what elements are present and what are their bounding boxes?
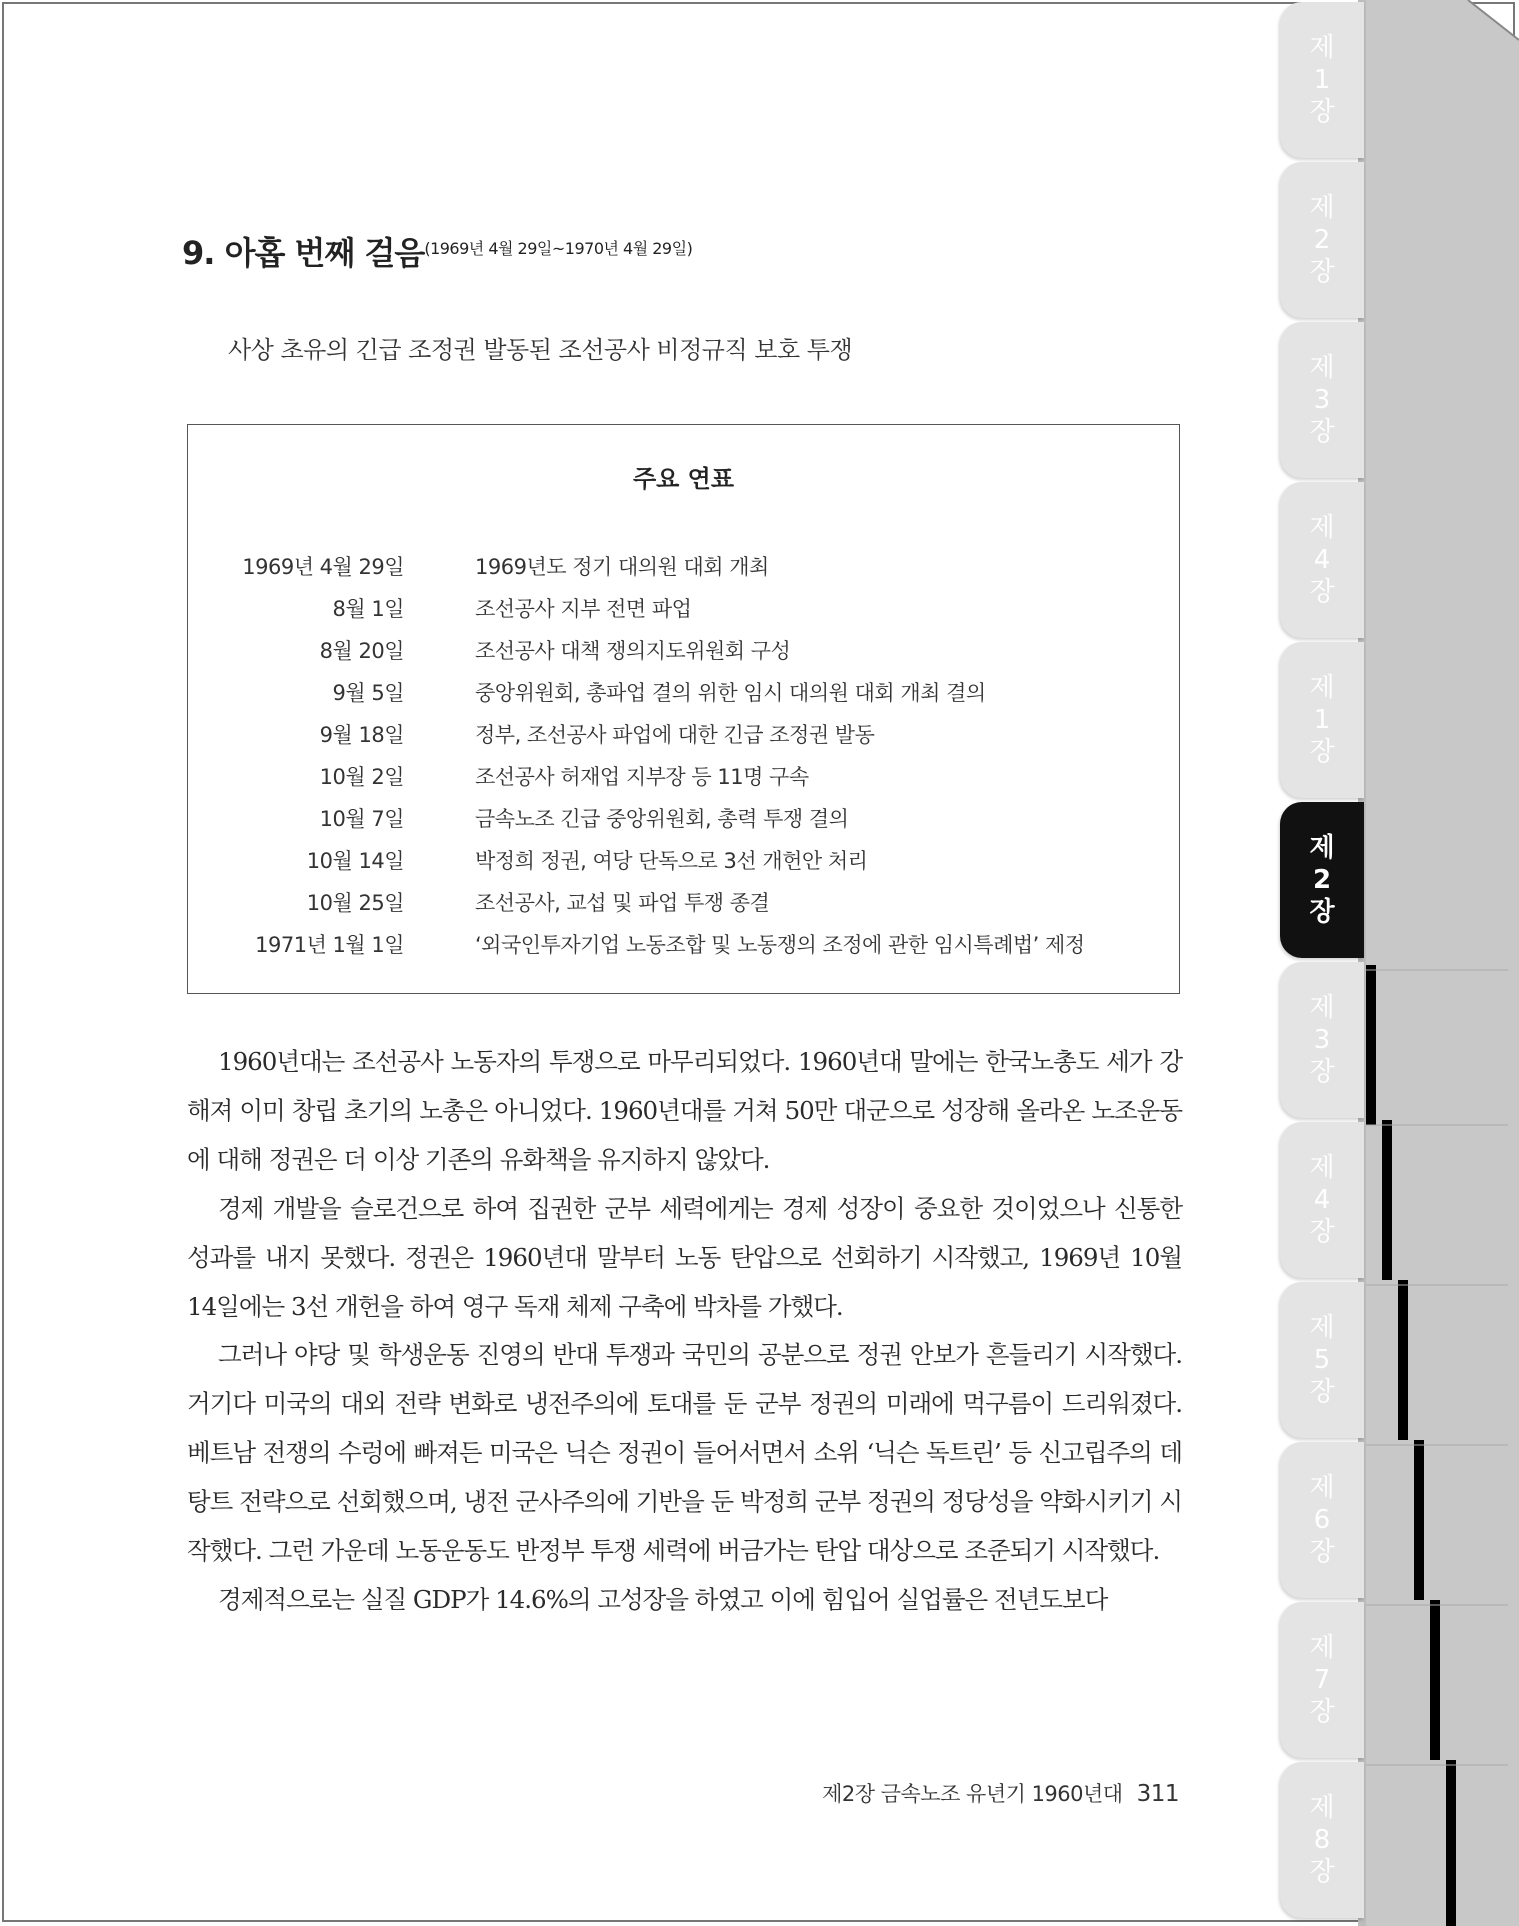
chapter-tab[interactable]: [1280, 482, 1364, 638]
chapter-tab[interactable]: [1280, 1602, 1364, 1758]
chapter-tab-char: 1: [1313, 705, 1331, 735]
chapter-tab-char: 제: [1309, 673, 1335, 703]
chronology-row: [188, 845, 1179, 881]
chapter-tab[interactable]: [1280, 1442, 1364, 1598]
section-title-text: 9. 아홉 번째 걸음: [182, 234, 425, 272]
chapter-tab-char: 2: [1313, 225, 1331, 255]
chapter-tab-char: 제: [1309, 1793, 1335, 1823]
chronology-box: [187, 424, 1180, 994]
chapter-tab[interactable]: [1280, 962, 1364, 1118]
book-spine: [1358, 0, 1519, 1926]
spine-marker: [1398, 1280, 1408, 1440]
chapter-tab-char: 장: [1309, 1217, 1335, 1247]
chapter-tab-char: 장: [1309, 97, 1335, 127]
chronology-event: 박정희 정권, 여당 단독으로 3선 개헌안 처리: [475, 849, 868, 873]
chronology-row: [188, 803, 1179, 839]
chapter-tab-char: 제: [1309, 1633, 1335, 1663]
chronology-event: 금속노조 긴급 중앙위원회, 총력 투쟁 결의: [475, 807, 849, 831]
chapter-tab-char: 제: [1309, 833, 1335, 863]
chapter-tab-char: 장: [1309, 417, 1335, 447]
chapter-tab[interactable]: [1280, 1282, 1364, 1438]
chapter-tab-char: 장: [1309, 1537, 1335, 1567]
chapter-tab[interactable]: [1280, 1122, 1364, 1278]
chapter-tab-char: 2: [1312, 865, 1332, 895]
chronology-date: 10월 7일: [319, 807, 404, 831]
chapter-tab-active[interactable]: [1280, 802, 1364, 958]
body-text: [187, 1038, 1182, 1625]
chronology-row: [188, 677, 1179, 713]
chapter-tab-char: 장: [1309, 257, 1335, 287]
page-footer: [822, 1778, 1179, 1808]
chapter-tab[interactable]: [1280, 162, 1364, 318]
chapter-tab-char: 장: [1309, 737, 1335, 767]
chronology-event: 1969년도 정기 대의원 대회 개최: [475, 555, 769, 579]
body-paragraph: 그러나 야당 및 학생운동 진영의 반대 투쟁과 국민의 공분으로 정권 안보가 흔들리기 시작했다. 거기다 미국의 대외 전략 변화로 냉전주의에 토대를 둔 군부 정권의 미래에 먹구름이 드리워졌다. 베트남 전쟁의 수렁에 빠져든 미국은 닉슨 정권이 들어서면서 소위 ‘닉슨 독트린’ 등 신고립주의 데탕트 전략으로 선회했으며, 냉전 군사주의에 기반을 둔 박정희 군부 정권의 정당성을 약화시키기 시작했다. 그런 가운데 노동운동도 반정부 투쟁 세력에 버금가는 탄압 대상으로 조준되기 시작했다.: [187, 1340, 1182, 1566]
chapter-tab[interactable]: [1280, 1762, 1364, 1918]
chapter-tab-char: 4: [1313, 545, 1331, 575]
chronology-date: 9월 18일: [319, 723, 404, 747]
chapter-tab-char: 제: [1309, 353, 1335, 383]
page-number: 311: [1136, 1781, 1179, 1807]
spine-marker: [1414, 1440, 1424, 1600]
chapter-tab[interactable]: [1280, 2, 1364, 158]
chapter-tab-char: 3: [1313, 385, 1331, 415]
chapter-tab-char: 제: [1309, 193, 1335, 223]
running-title: 제2장 금속노조 유년기 1960년대: [822, 1782, 1123, 1806]
chapter-tab-char: 장: [1309, 1697, 1335, 1727]
chapter-tab-char: 7: [1313, 1665, 1331, 1695]
chronology-date: 8월 20일: [319, 639, 404, 663]
chronology-date: 10월 14일: [306, 849, 404, 873]
chronology-title: 주요 연표: [632, 465, 735, 493]
body-paragraph: 경제 개발을 슬로건으로 하여 집권한 군부 세력에게는 경제 성장이 중요한 것이었으나 신통한 성과를 내지 못했다. 정권은 1960년대 말부터 노동 탄압으로 선회하기 시작했고, 1969년 10월 14일에는 3선 개헌을 하여 영구 독재 체제 구축에 박차를 가했다.: [187, 1193, 1182, 1321]
chapter-tab[interactable]: [1280, 322, 1364, 478]
spine-marker: [1430, 1600, 1440, 1760]
chapter-tab-char: 제: [1309, 1313, 1335, 1343]
chronology-event: 조선공사 지부 전면 파업: [475, 597, 692, 621]
chronology-date: 1971년 1월 1일: [255, 933, 404, 957]
chronology-row: [188, 761, 1179, 797]
chapter-tab-char: 장: [1309, 1057, 1335, 1087]
section-subtitle: 사상 초유의 긴급 조정권 발동된 조선공사 비정규직 보호 투쟁: [228, 336, 853, 364]
chronology-row: [188, 635, 1179, 671]
chapter-tab-char: 제: [1309, 993, 1335, 1023]
chapter-tab-char: 장: [1309, 577, 1335, 607]
chapter-tab-char: 8: [1313, 1825, 1331, 1855]
section-date-range: (1969년 4월 29일~1970년 4월 29일): [424, 239, 693, 258]
chapter-tab-char: 장: [1309, 1857, 1335, 1887]
chronology-row: [188, 719, 1179, 755]
chapter-tab-char: 1: [1313, 65, 1331, 95]
chronology-date: 10월 2일: [319, 765, 404, 789]
chapter-tab-char: 장: [1309, 1377, 1335, 1407]
chapter-tab-char: 3: [1313, 1025, 1331, 1055]
chapter-tab-char: 4: [1313, 1185, 1331, 1215]
section-title: [182, 228, 692, 274]
chronology-date: 10월 25일: [306, 891, 404, 915]
chronology-event: ‘외국인투자기업 노동조합 및 노동쟁의 조정에 관한 임시특례법’ 제정: [475, 933, 1085, 957]
spine-marker: [1382, 1120, 1392, 1280]
spine-marker: [1446, 1760, 1456, 1926]
chronology-row: [188, 887, 1179, 923]
chronology-date: 9월 5일: [332, 681, 404, 705]
body-paragraph: 1960년대는 조선공사 노동자의 투쟁으로 마무리되었다. 1960년대 말에는 한국노총도 세가 강해져 이미 창립 초기의 노총은 아니었다. 1960년대를 거쳐 50만 대군으로 성장해 올라온 노조운동에 대해 정권은 더 이상 기존의 유화책을 유지하지 않았다.: [187, 1047, 1182, 1174]
chronology-row: [188, 929, 1179, 965]
spine-marker: [1366, 965, 1376, 1125]
chapter-tab-char: 제: [1309, 1473, 1335, 1503]
chapter-tab[interactable]: [1280, 642, 1364, 798]
chronology-date: 8월 1일: [332, 597, 404, 621]
chronology-event: 중앙위원회, 총파업 결의 위한 임시 대의원 대회 개최 결의: [475, 681, 986, 705]
chronology-event: 조선공사 허재업 지부장 등 11명 구속: [475, 765, 809, 789]
chronology-row: [188, 551, 1179, 587]
body-paragraph: 경제적으로는 실질 GDP가 14.6%의 고성장을 하였고 이에 힘입어 실업률은 전년도보다: [218, 1584, 1108, 1614]
chapter-tab-char: 제: [1309, 513, 1335, 543]
chapter-tab-char: 6: [1313, 1505, 1331, 1535]
chronology-event: 정부, 조선공사 파업에 대한 긴급 조정권 발동: [475, 723, 875, 747]
chronology-row: [188, 593, 1179, 629]
chapter-tab-char: 제: [1309, 33, 1335, 63]
chronology-date: 1969년 4월 29일: [242, 555, 404, 579]
chronology-event: 조선공사, 교섭 및 파업 투쟁 종결: [475, 891, 770, 915]
chapter-tab-char: 장: [1309, 897, 1335, 927]
chapter-tab-char: 제: [1309, 1153, 1335, 1183]
chronology-event: 조선공사 대책 쟁의지도위원회 구성: [475, 639, 791, 663]
chapter-tab-char: 5: [1313, 1345, 1331, 1375]
